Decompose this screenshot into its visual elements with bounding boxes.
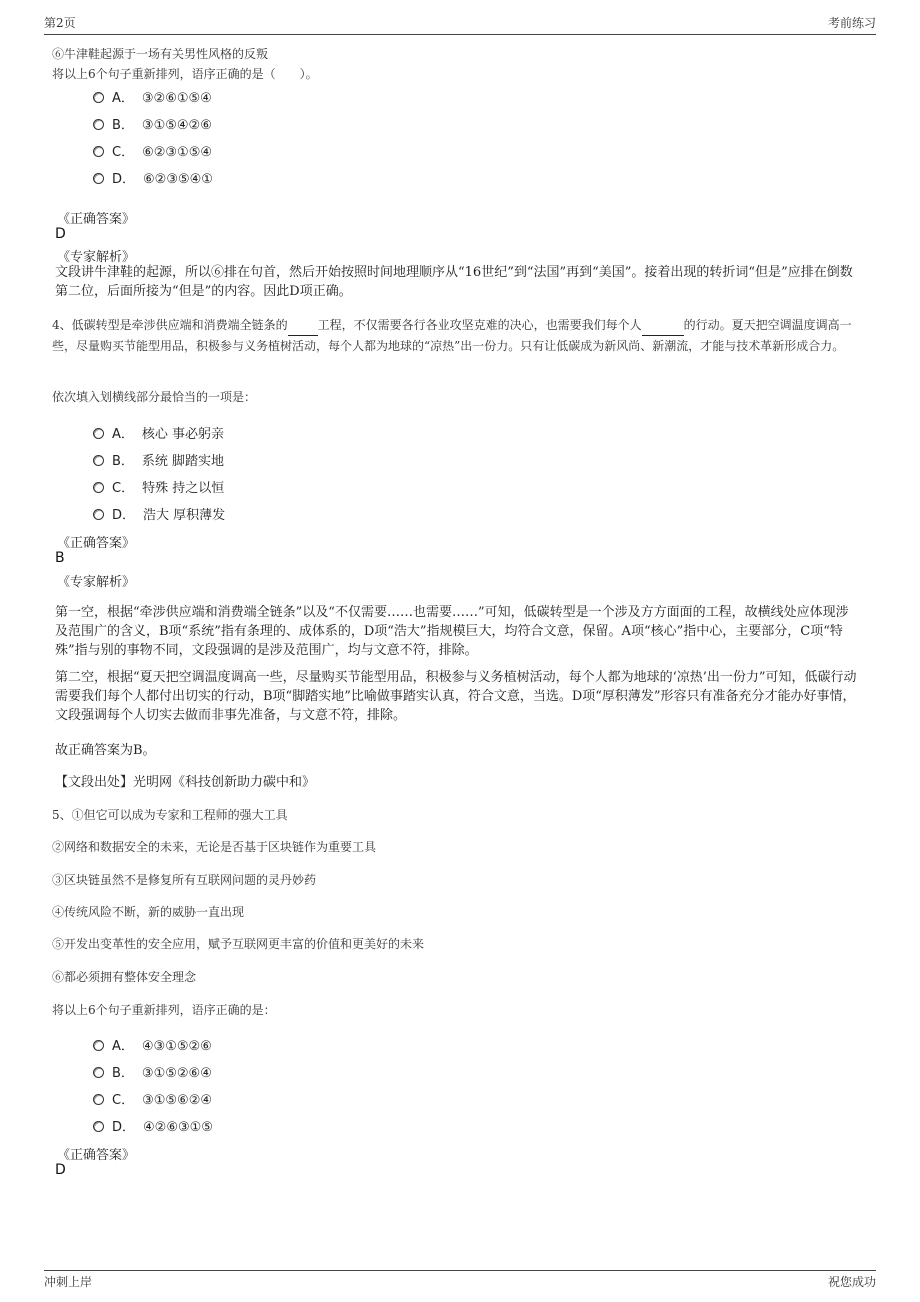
radio-icon[interactable] xyxy=(93,1094,104,1105)
q4-source: 【文段出处】光明网《科技创新助力碳中和》 xyxy=(55,775,316,790)
q4-prompt: 依次填入划横线部分最恰当的一项是： xyxy=(52,390,257,404)
radio-icon[interactable] xyxy=(93,509,104,520)
q3-option-a[interactable]: A． ③②⑥①⑤④ xyxy=(93,87,212,106)
radio-icon[interactable] xyxy=(93,1067,104,1078)
header-label: 考前练习 xyxy=(827,16,876,30)
q5-sentence-5: ⑤开发出变革性的安全应用，赋予互联网更丰富的价值和更美好的未来 xyxy=(52,937,425,951)
q3-option-b[interactable]: B． ③①⑤④②⑥ xyxy=(93,114,212,133)
q4-analysis-p1: 第一空，根据“牵涉供应端和消费端全链条”以及“不仅需要……也需要……”可知，低碳转型是一个涉及方方面面的工程，故横线处应体现涉及范围广的含义，B项“系统”指有条理的、成体系的，D项“浩大”指规模巨大，均符合文意，保留。A项“核心”指中心，主要部分，C项“特殊”指与别的事物不同，文段强调的是涉及范围广，均与文意不符，排除。 xyxy=(55,605,849,658)
blank-1 xyxy=(288,315,318,336)
q5-sentence-6: ⑥都必须拥有整体安全理念 xyxy=(52,970,197,984)
radio-icon[interactable] xyxy=(93,1040,104,1051)
q4-question: 4、低碳转型是牵涉供应端和消费端全链条的 工程，不仅需要各行各业攻坚克难的决心，也需要我们每个人 的行动。夏天把空调温度调高一些，尽量购买节能型用品，积极参与义务植树活动，每个人都为地球的“凉热”出一份力。只有让低碳成为新风尚、新潮流，才能与技术革新形成合力。 xyxy=(52,315,872,356)
page-footer xyxy=(44,1270,876,1293)
q4-option-d[interactable]: D． 浩大 厚积薄发 xyxy=(93,504,225,523)
q5-sentence-1: 5、①但它可以成为专家和工程师的强大工具 xyxy=(52,808,288,822)
q4-analysis-tag: 《专家解析》 xyxy=(57,575,136,590)
q5-option-b[interactable]: B． ③①⑤②⑥④ xyxy=(93,1062,212,1081)
blank-2 xyxy=(642,315,684,336)
q5-option-c[interactable]: C． ③①⑤⑥②④ xyxy=(93,1089,212,1108)
q3-option-c[interactable]: C． ⑥②③①⑤④ xyxy=(93,141,212,160)
radio-icon[interactable] xyxy=(93,173,104,184)
page-number: 第2页 xyxy=(44,16,76,30)
radio-icon[interactable] xyxy=(93,146,104,157)
radio-icon[interactable] xyxy=(93,1121,104,1132)
q4-conclusion: 故正确答案为B。 xyxy=(55,743,156,758)
q4-answer: B xyxy=(55,550,65,566)
q3-analysis-tag: 《专家解析》 xyxy=(57,250,136,265)
radio-icon[interactable] xyxy=(93,92,104,103)
q5-option-a[interactable]: A． ④③①⑤②⑥ xyxy=(93,1035,212,1054)
q5-option-d[interactable]: D． ④②⑥③①⑤ xyxy=(93,1116,213,1135)
q4-option-b[interactable]: B． 系统 脚踏实地 xyxy=(93,450,224,469)
radio-icon[interactable] xyxy=(93,482,104,493)
q3-prompt: 将以上6个句子重新排列，语序正确的是（ ）。 xyxy=(52,67,318,81)
q5-sentence-3: ③区块链虽然不是修复所有互联网问题的灵丹妙药 xyxy=(52,873,317,887)
q4-answer-tag: 《正确答案》 xyxy=(57,536,136,551)
q5-sentence-4: ④传统风险不断，新的威胁一直出现 xyxy=(52,905,245,919)
q3-sentence-6: ⑥牛津鞋起源于一场有关男性风格的反叛 xyxy=(52,47,269,61)
q5-answer-tag: 《正确答案》 xyxy=(57,1148,136,1163)
q4-analysis-p2: 第二空，根据“夏天把空调温度调高一些，尽量购买节能型用品，积极参与义务植树活动，每个人都为地球的‘凉热’出一份力”可知，低碳行动需要我们每个人都付出切实的行动，B项“脚踏实地”比喻做事踏实认真，符合文意，当选。D项“厚积薄发”形容只有准备充分才能办好事情，文段强调每个人切实去做而非事先准备，与文意不符，排除。 xyxy=(55,670,857,723)
radio-icon[interactable] xyxy=(93,428,104,439)
page-header xyxy=(44,14,876,35)
q4-option-c[interactable]: C． 特殊 持之以恒 xyxy=(93,477,224,496)
q3-answer: D xyxy=(55,226,66,242)
q3-answer-tag: 《正确答案》 xyxy=(57,212,136,227)
footer-right-label: 祝您成功 xyxy=(827,1275,876,1289)
radio-icon[interactable] xyxy=(93,455,104,466)
q5-answer: D xyxy=(55,1162,66,1178)
q5-prompt: 将以上6个句子重新排列，语序正确的是： xyxy=(52,1003,276,1017)
radio-icon[interactable] xyxy=(93,119,104,130)
footer-left-label: 冲刺上岸 xyxy=(44,1275,93,1289)
q3-option-d[interactable]: D． ⑥②③⑤④① xyxy=(93,168,213,187)
q3-analysis: 文段讲牛津鞋的起源，所以⑥排在句首，然后开始按照时间地理顺序从“16世纪”到“法国”再到“美国”。接着出现的转折词“但是”应排在倒数第二位，后面所接为“但是”的内容。因此D项正确。 xyxy=(55,265,853,299)
q4-option-a[interactable]: A． 核心 事必躬亲 xyxy=(93,423,224,442)
q5-sentence-2: ②网络和数据安全的未来，无论是否基于区块链作为重要工具 xyxy=(52,840,377,854)
